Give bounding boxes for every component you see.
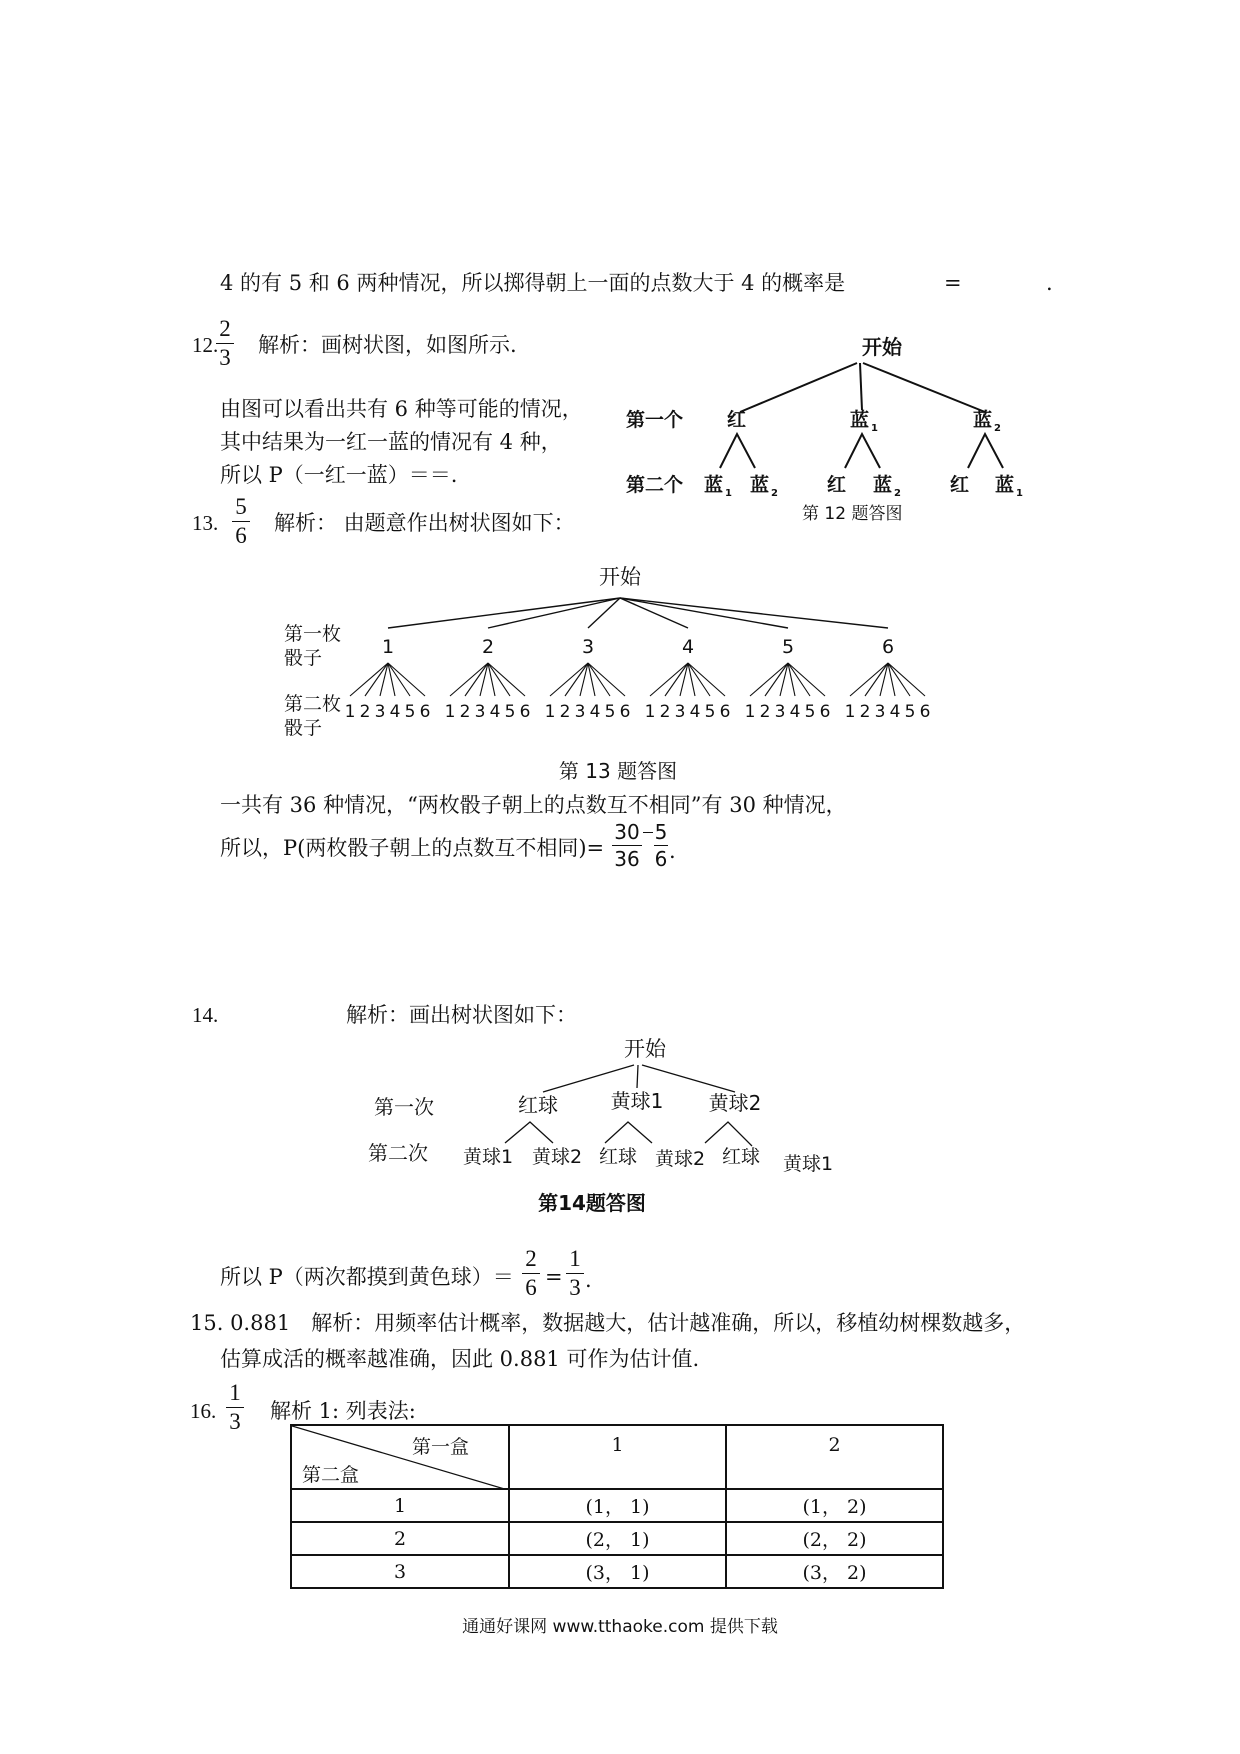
tree-root: 开始 (862, 335, 902, 359)
branch-line (588, 598, 620, 628)
numerator: 5 (235, 494, 247, 519)
first-die-node: 6 (881, 636, 895, 658)
numerator: 5 (654, 820, 668, 844)
second-die-node: 4 (589, 702, 601, 722)
q13-analysis: 解析： 由题意作出树状图如下： (274, 511, 575, 535)
first-die-node: 5 (781, 636, 795, 658)
row-label-first: 第一枚 (284, 623, 342, 645)
q12-caption: 第 12 题答图 (802, 504, 903, 524)
table-cell: (3， 1) (509, 1555, 726, 1588)
column-header: 2 (726, 1425, 943, 1489)
first-die-node: 2 (481, 636, 495, 658)
node-blue-1: 蓝 (850, 409, 870, 431)
node-first-3: 黄球2 (708, 1091, 762, 1115)
leaf-blue-1: 蓝 (995, 474, 1015, 496)
q14-tree-diagram (360, 1028, 860, 1228)
table-row (291, 1522, 943, 1555)
second-die-node: 3 (474, 702, 486, 722)
denominator: 6 (654, 847, 668, 871)
second-die-node: 5 (804, 702, 816, 722)
q14-fraction-1-3 (566, 1246, 584, 1301)
leaf-red: 红 (827, 474, 847, 496)
q12-tree-diagram (600, 330, 1060, 530)
leaf-1: 黄球1 (462, 1146, 514, 1168)
second-die-node: 6 (919, 702, 931, 722)
second-die-node: 5 (604, 702, 616, 722)
q13-number: 13. (192, 511, 219, 535)
table-cell: (3， 2) (726, 1555, 943, 1588)
second-die-node: 4 (789, 702, 801, 722)
leaf-6: 黄球1 (782, 1153, 834, 1175)
tree-root: 开始 (599, 565, 641, 589)
q14-number: 14. (192, 1003, 219, 1027)
row-label-second: 第二枚 (284, 693, 342, 715)
q13-tree-diagram (270, 560, 970, 790)
equals-dash (643, 832, 653, 833)
table-cell: (2， 1) (509, 1522, 726, 1555)
leaf-sub: 1 (1016, 488, 1023, 499)
second-die-node: 3 (774, 702, 786, 722)
tree-root: 开始 (624, 1037, 666, 1061)
second-die-node: 1 (444, 702, 456, 722)
q14-fraction-2-6 (522, 1246, 540, 1301)
table-row (291, 1555, 943, 1588)
row-label-first-2: 骰子 (284, 647, 323, 669)
numerator: 2 (525, 1246, 537, 1271)
period: . (585, 1268, 592, 1292)
numerator: 2 (219, 316, 231, 341)
first-die-node: 1 (381, 636, 395, 658)
q12-line-1: 由图可以看出共有 6 种等可能的情况， (220, 397, 583, 421)
q13-line-1: 一共有 36 种情况，“两枚骰子朝上的点数互不相同”有 30 种情况， (220, 793, 847, 817)
corner-top-label: 第一盒 (412, 1436, 470, 1458)
leaf-3: 红球 (598, 1146, 638, 1168)
second-die-node: 3 (674, 702, 686, 722)
node-blue-2: 蓝 (973, 409, 993, 431)
second-die-node: 6 (419, 702, 431, 722)
branch-line (388, 598, 620, 628)
denominator: 6 (525, 1275, 537, 1300)
second-die-node: 1 (744, 702, 756, 722)
second-die-node: 4 (689, 702, 701, 722)
table-row (291, 1489, 943, 1522)
row-label-second-2: 骰子 (284, 717, 323, 739)
denominator: 3 (229, 1409, 241, 1434)
leaf-sub: 2 (894, 488, 901, 499)
second-die-node: 1 (844, 702, 856, 722)
node-first-2: 黄球1 (610, 1089, 664, 1113)
second-die-node: 2 (859, 702, 871, 722)
q16-analysis: 解析 1: 列表法: (270, 1399, 416, 1423)
row-label-second: 第二次 (368, 1141, 428, 1165)
second-die-node: 3 (374, 702, 386, 722)
leaf-4: 黄球2 (654, 1148, 706, 1170)
q13-fraction-30-36 (612, 820, 642, 871)
branch-line (620, 598, 888, 628)
q15-line-1: 15. 0.881 解析：用频率估计概率，数据越大，估计越准确，所以，移植幼树棵数越多， (190, 1311, 1026, 1335)
second-die-node: 2 (559, 702, 571, 722)
second-die-node: 2 (759, 702, 771, 722)
second-die-node: 1 (644, 702, 656, 722)
q12-line-2: 其中结果为一红一蓝的情况有 4 种， (220, 430, 562, 454)
second-die-node: 6 (719, 702, 731, 722)
intro-line: 4 的有 5 和 6 两种情况，所以掷得朝上一面的点数大于 4 的概率是 (220, 271, 846, 295)
second-die-node: 6 (519, 702, 531, 722)
second-die-node: 6 (619, 702, 631, 722)
second-die-node: 2 (459, 702, 471, 722)
denominator: 6 (235, 523, 247, 548)
second-die-node: 5 (904, 702, 916, 722)
table-cell: (1， 1) (509, 1489, 726, 1522)
numerator: 1 (229, 1380, 241, 1405)
leaf-5: 红球 (721, 1146, 761, 1168)
leaf-blue-2: 蓝 (873, 474, 893, 496)
table-corner-cell (291, 1425, 509, 1489)
node-blue-2-sub: 2 (994, 423, 1001, 434)
period: . (669, 839, 676, 863)
second-die-node: 2 (359, 702, 371, 722)
table-cell: (1， 2) (726, 1489, 943, 1522)
equals-sign: = (545, 1265, 563, 1289)
second-die-node: 1 (344, 702, 356, 722)
numerator: 1 (569, 1246, 581, 1271)
corner-bottom-label: 第二盒 (302, 1464, 360, 1486)
first-die-node: 3 (581, 636, 595, 658)
q12-answer-fraction (216, 316, 234, 371)
row-label-first: 第一个 (626, 409, 684, 431)
leaf-blue-1: 蓝 (704, 474, 724, 496)
second-die-node: 6 (819, 702, 831, 722)
leaf-2: 黄球2 (531, 1146, 583, 1168)
row-header: 2 (291, 1522, 509, 1555)
period: . (1046, 271, 1053, 295)
leaf-red: 红 (950, 474, 970, 496)
denominator: 36 (614, 847, 640, 871)
q14-result-line: 所以 P（两次都摸到黄色球）＝ (220, 1265, 514, 1289)
second-die-node: 3 (574, 702, 586, 722)
column-header: 1 (509, 1425, 726, 1489)
q13-answer-fraction (232, 494, 250, 549)
row-header: 1 (291, 1489, 509, 1522)
denominator: 3 (219, 345, 231, 370)
first-die-node: 4 (681, 636, 695, 658)
second-die-node: 4 (889, 702, 901, 722)
row-label-second: 第二个 (626, 474, 684, 496)
page-footer: 通通好课网 www.tthaoke.com 提供下载 (462, 1617, 778, 1637)
q14-caption: 第14题答图 (538, 1191, 646, 1215)
branch-line (620, 598, 788, 628)
equals-sign: = (944, 271, 962, 295)
q13-fraction-5-6 (654, 820, 668, 871)
numerator: 30 (614, 820, 640, 844)
second-die-node: 4 (389, 702, 401, 722)
second-die-node: 4 (489, 702, 501, 722)
second-die-node: 5 (404, 702, 416, 722)
q12-analysis: 解析：画树状图，如图所示. (258, 333, 517, 357)
denominator: 3 (569, 1275, 581, 1300)
second-die-node: 5 (504, 702, 516, 722)
q14-analysis: 解析：画出树状图如下： (346, 1003, 577, 1027)
second-die-node: 1 (544, 702, 556, 722)
leaf-sub: 1 (725, 488, 732, 499)
row-header: 3 (291, 1555, 509, 1588)
leaf-blue-2: 蓝 (750, 474, 770, 496)
table-cell: (2， 2) (726, 1522, 943, 1555)
node-blue-1-sub: 1 (871, 423, 878, 434)
node-red: 红 (727, 409, 747, 431)
q16-table (290, 1424, 944, 1589)
q12-line-3: 所以 P（一红一蓝）＝＝. (220, 463, 458, 487)
q13-caption: 第 13 题答图 (558, 759, 678, 783)
q16-number: 16. (190, 1399, 217, 1423)
q16-answer-fraction (226, 1380, 244, 1435)
second-die-node: 3 (874, 702, 886, 722)
q13-line-2: 所以，P(两枚骰子朝上的点数互不相同)= (220, 836, 605, 860)
q12-number: 12. (192, 333, 219, 357)
leaf-sub: 2 (771, 488, 778, 499)
q15-line-2: 估算成活的概率越准确，因此 0.881 可作为估计值. (220, 1347, 700, 1371)
row-label-first: 第一次 (374, 1095, 434, 1119)
node-first-1: 红球 (518, 1093, 558, 1117)
second-die-node: 2 (659, 702, 671, 722)
second-die-node: 5 (704, 702, 716, 722)
